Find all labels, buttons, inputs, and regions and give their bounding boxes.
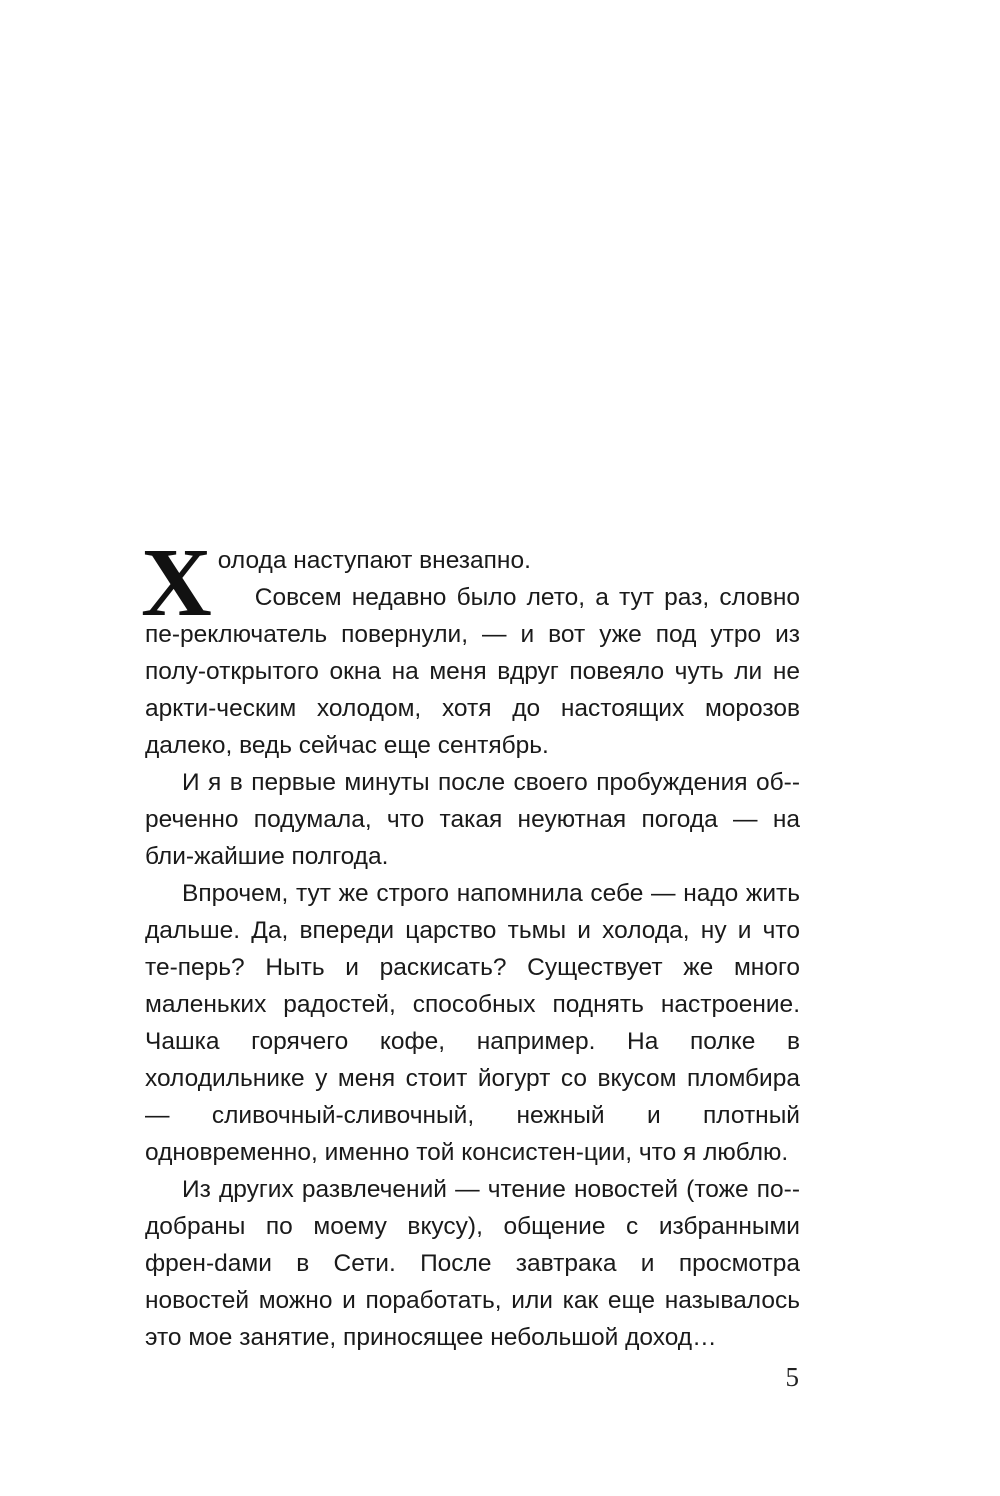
page-number: 5 (785, 1362, 799, 1392)
opening-line (141, 529, 800, 637)
paragraph-3: Впрочем, тут же строго напомнила себе — надо жить дальше. Да, впереди царство тьмы и холода, ну и что те-перь? Ныть и раскисать? Существует же много маленьких радостей, способных поднять настроение. Чашка горячего кофе, например. На полке в холодильнике у меня стоит йогурт со вкусом пломбира — сливочный-сливочный, нежный и плотный одновременно, именно той консистен-ции, что я люблю. (145, 880, 800, 1166)
paragraph-4: Из других развлечений — чтение новостей (тоже по-добраны по моему вкусу), общение с избранными френ-dами в Сети. После завтрака и просмотра новостей можно и поработать, или как еще называлось это мое занятие, приносящее небольшой доход… (145, 1176, 800, 1351)
paragraph-1: Совсем недавно было лето, а тут раз, словно пе-реключатель повернули, — и вот уже под утро из полу-открытого окна на меня вдруг повеяло чуть ли не аркти-ческим холодом, хотя до настоящих морозов далеко, ведь сейчас еще сентябрь. (145, 584, 800, 759)
body-text (141, 529, 800, 1356)
paragraph-2: И я в первые минуты после своего пробуждения об-реченно подумала, что такая неуютная погода — на бли-жайшие полгода. (145, 769, 800, 870)
opening-text: олода наступают внезапно. (217, 547, 531, 574)
drop-cap: Х (141, 529, 212, 637)
